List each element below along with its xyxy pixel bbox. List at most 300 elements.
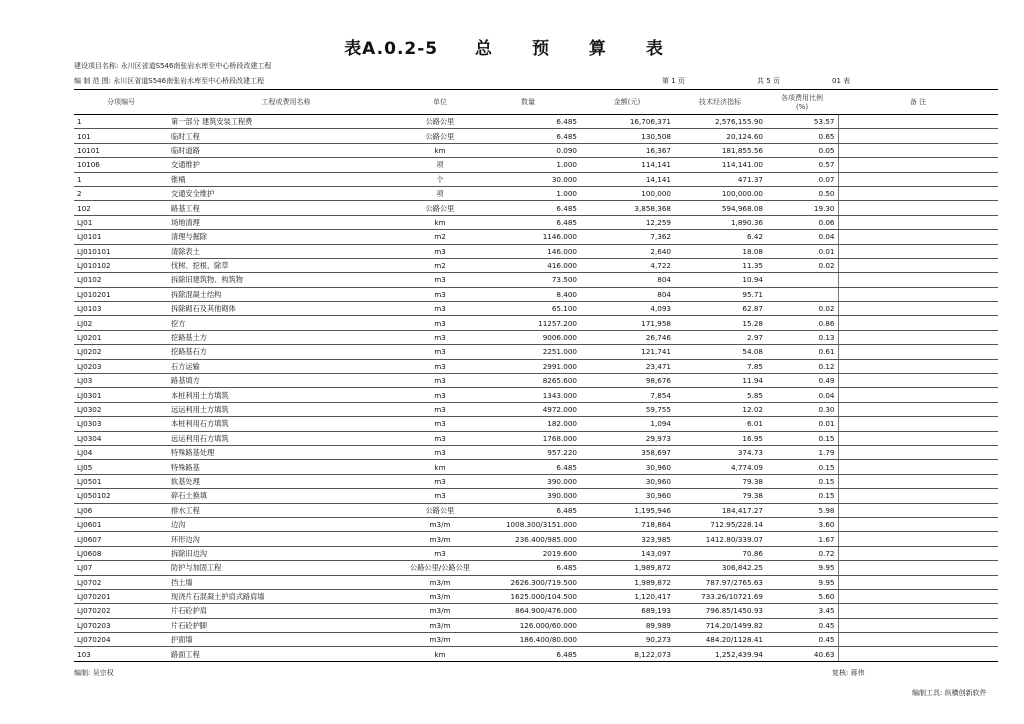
cell-amount: 26,746 — [580, 330, 674, 344]
table-row — [74, 244, 998, 258]
cell-index: 184,417.27 — [674, 503, 766, 517]
cell-unit: 项 — [404, 158, 476, 172]
table-row — [74, 604, 998, 618]
cell-unit: km — [404, 215, 476, 229]
cell-amount: 30,960 — [580, 460, 674, 474]
table-row — [74, 618, 998, 632]
cell-name: 特殊路基 — [168, 460, 404, 474]
cell-index: 10.94 — [674, 273, 766, 287]
table-row — [74, 517, 998, 531]
cell-amount: 1,989,872 — [580, 575, 674, 589]
col-header-remark: 备 注 — [838, 90, 998, 115]
cell-remark — [838, 417, 998, 431]
cell-name: 拆除旧建筑物、构筑物 — [168, 273, 404, 287]
cell-unit: m3/m — [404, 618, 476, 632]
scope-label: 编 制 范 围: — [74, 77, 112, 85]
cell-index: 787.97/2765.63 — [674, 575, 766, 589]
cell-amount: 14,141 — [580, 172, 674, 186]
cell-unit: m3 — [404, 417, 476, 431]
cell-code: LJ0608 — [74, 546, 168, 560]
cell-unit: m3 — [404, 445, 476, 459]
table-row — [74, 158, 998, 172]
cell-name: 伐树、挖根、除草 — [168, 258, 404, 272]
cell-code: LJ0301 — [74, 388, 168, 402]
cell-unit: m3 — [404, 302, 476, 316]
table-row — [74, 287, 998, 301]
page-number: 第 1 页 — [662, 77, 685, 85]
cell-code: LJ070202 — [74, 604, 168, 618]
cell-unit: m3 — [404, 273, 476, 287]
ratio-header-unit: (%) — [795, 103, 809, 111]
cell-qty: 957.220 — [476, 445, 580, 459]
cell-name: 交通安全维护 — [168, 186, 404, 200]
cell-remark — [838, 546, 998, 560]
cell-code: LJ0601 — [74, 517, 168, 531]
cell-ratio: 9.95 — [766, 575, 838, 589]
cell-unit: m3 — [404, 431, 476, 445]
cell-amount: 4,093 — [580, 302, 674, 316]
cell-qty: 0.090 — [476, 143, 580, 157]
cell-unit: m3/m — [404, 532, 476, 546]
cell-code: LJ04 — [74, 445, 168, 459]
cell-index: 20,124.60 — [674, 129, 766, 143]
cell-ratio: 0.01 — [766, 417, 838, 431]
cell-ratio: 1.79 — [766, 445, 838, 459]
cell-ratio: 0.61 — [766, 345, 838, 359]
cell-remark — [838, 374, 998, 388]
cell-name: 环形边沟 — [168, 532, 404, 546]
cell-remark — [838, 575, 998, 589]
cell-index: 796.85/1450.93 — [674, 604, 766, 618]
cell-qty: 2251.000 — [476, 345, 580, 359]
cell-index: 374.73 — [674, 445, 766, 459]
cell-unit: m3/m — [404, 604, 476, 618]
cell-amount: 23,471 — [580, 359, 674, 373]
cell-name: 碎石土换填 — [168, 489, 404, 503]
header-row — [74, 90, 998, 115]
cell-name: 交通维护 — [168, 158, 404, 172]
cell-qty: 6.485 — [476, 647, 580, 661]
table-row — [74, 647, 998, 661]
cell-index: 114,141.00 — [674, 158, 766, 172]
cell-unit: m3 — [404, 330, 476, 344]
cell-remark — [838, 258, 998, 272]
cell-amount: 2,640 — [580, 244, 674, 258]
cell-unit: m3 — [404, 489, 476, 503]
title-char: 表 — [645, 39, 664, 59]
cell-code: LJ0201 — [74, 330, 168, 344]
cell-qty: 1.000 — [476, 158, 580, 172]
cell-amount: 12,259 — [580, 215, 674, 229]
cell-qty: 186.400/80.000 — [476, 633, 580, 647]
cell-qty: 11257.200 — [476, 316, 580, 330]
cell-amount: 143,097 — [580, 546, 674, 560]
cell-code: 1 — [74, 172, 168, 186]
cell-remark — [838, 359, 998, 373]
cell-remark — [838, 618, 998, 632]
title-char: 预 — [531, 39, 550, 59]
cell-ratio: 0.15 — [766, 460, 838, 474]
cell-remark — [838, 244, 998, 258]
cell-unit: 公路公里 — [404, 115, 476, 129]
scope-line — [74, 76, 264, 86]
table-row — [74, 201, 998, 215]
cell-unit: m3 — [404, 359, 476, 373]
table-row — [74, 330, 998, 344]
cell-qty: 1625.000/104.500 — [476, 589, 580, 603]
cell-amount: 8,122,073 — [580, 647, 674, 661]
cell-qty: 390.000 — [476, 474, 580, 488]
cell-code: LJ0501 — [74, 474, 168, 488]
cell-amount: 804 — [580, 287, 674, 301]
cell-name: 石方运输 — [168, 359, 404, 373]
cell-code: LJ070204 — [74, 633, 168, 647]
cell-remark — [838, 172, 998, 186]
cell-name: 挖路基石方 — [168, 345, 404, 359]
cell-code: LJ03 — [74, 374, 168, 388]
cell-index: 1412.80/339.07 — [674, 532, 766, 546]
cell-remark — [838, 604, 998, 618]
cell-index: 6.01 — [674, 417, 766, 431]
cell-remark — [838, 561, 998, 575]
cell-index: 79.38 — [674, 474, 766, 488]
cell-name: 路基工程 — [168, 201, 404, 215]
cell-qty: 73.500 — [476, 273, 580, 287]
table-row — [74, 316, 998, 330]
cell-unit: m3 — [404, 402, 476, 416]
table-row — [74, 474, 998, 488]
cell-qty: 390.000 — [476, 489, 580, 503]
cell-qty: 1343.000 — [476, 388, 580, 402]
cell-amount: 4,722 — [580, 258, 674, 272]
cell-remark — [838, 215, 998, 229]
cell-amount: 98,676 — [580, 374, 674, 388]
cell-index: 16.95 — [674, 431, 766, 445]
table-row — [74, 445, 998, 459]
cell-code: LJ010102 — [74, 258, 168, 272]
cell-remark — [838, 460, 998, 474]
cell-code: 101 — [74, 129, 168, 143]
cell-name: 软基处理 — [168, 474, 404, 488]
cell-unit: 公路公里/公路公里 — [404, 561, 476, 575]
cell-remark — [838, 402, 998, 416]
cell-unit: km — [404, 143, 476, 157]
cell-code: 1 — [74, 115, 168, 129]
cell-index: 306,842.25 — [674, 561, 766, 575]
cell-code: LJ0203 — [74, 359, 168, 373]
table-row — [74, 143, 998, 157]
page-total: 共 5 页 — [757, 77, 780, 85]
col-header-index: 技术经济指标 — [674, 90, 766, 115]
cell-index: 6.42 — [674, 230, 766, 244]
cell-code: LJ07 — [74, 561, 168, 575]
cell-qty: 6.485 — [476, 460, 580, 474]
cell-amount: 89,989 — [580, 618, 674, 632]
cell-ratio: 3.45 — [766, 604, 838, 618]
cell-name: 边沟 — [168, 517, 404, 531]
cell-qty: 182.000 — [476, 417, 580, 431]
table-row — [74, 115, 998, 129]
cell-code: LJ0607 — [74, 532, 168, 546]
cell-code: LJ06 — [74, 503, 168, 517]
cell-remark — [838, 517, 998, 531]
cell-qty: 4972.000 — [476, 402, 580, 416]
cell-ratio: 53.57 — [766, 115, 838, 129]
cell-amount: 30,960 — [580, 489, 674, 503]
table-row — [74, 374, 998, 388]
cell-remark — [838, 201, 998, 215]
cell-remark — [838, 532, 998, 546]
cell-qty: 126.000/60.000 — [476, 618, 580, 632]
cell-index: 15.28 — [674, 316, 766, 330]
cell-name: 片石砼护脚 — [168, 618, 404, 632]
cell-unit: m3/m — [404, 633, 476, 647]
table-row — [74, 258, 998, 272]
cell-remark — [838, 503, 998, 517]
cell-remark — [838, 143, 998, 157]
table-row — [74, 489, 998, 503]
cell-code: 102 — [74, 201, 168, 215]
cell-index: 1,252,439.94 — [674, 647, 766, 661]
cell-qty: 1008.300/3151.000 — [476, 517, 580, 531]
cell-name: 防护与加固工程 — [168, 561, 404, 575]
cell-ratio — [766, 273, 838, 287]
cell-qty: 6.485 — [476, 201, 580, 215]
cell-index: 62.87 — [674, 302, 766, 316]
cell-unit: 项 — [404, 186, 476, 200]
cell-code: 10101 — [74, 143, 168, 157]
table-row — [74, 546, 998, 560]
col-header-name: 工程或费用名称 — [168, 90, 404, 115]
cell-index: 714.20/1499.82 — [674, 618, 766, 632]
cell-amount: 718,864 — [580, 517, 674, 531]
table-row — [74, 172, 998, 186]
cell-name: 锥桶 — [168, 172, 404, 186]
cell-amount: 59,755 — [580, 402, 674, 416]
cell-amount: 1,989,872 — [580, 561, 674, 575]
table-row — [74, 186, 998, 200]
cell-index: 4,774.09 — [674, 460, 766, 474]
cell-unit: m3 — [404, 287, 476, 301]
col-header-qty: 数量 — [476, 90, 580, 115]
cell-qty: 2991.000 — [476, 359, 580, 373]
cell-ratio: 0.65 — [766, 129, 838, 143]
cell-remark — [838, 489, 998, 503]
cell-name: 挡土墙 — [168, 575, 404, 589]
table-row — [74, 129, 998, 143]
cell-remark — [838, 158, 998, 172]
cell-amount: 121,741 — [580, 345, 674, 359]
cell-remark — [838, 431, 998, 445]
cell-index: 95.71 — [674, 287, 766, 301]
cell-name: 临时道路 — [168, 143, 404, 157]
cell-amount: 114,141 — [580, 158, 674, 172]
cell-code: LJ010101 — [74, 244, 168, 258]
table-row — [74, 273, 998, 287]
cell-name: 临时工程 — [168, 129, 404, 143]
cell-code: LJ0102 — [74, 273, 168, 287]
tool-credit: 编制工具: 纵横创新软件 — [912, 689, 987, 697]
cell-name: 路基填方 — [168, 374, 404, 388]
cell-qty: 1146.000 — [476, 230, 580, 244]
cell-index: 70.86 — [674, 546, 766, 560]
cell-name: 特殊路基处理 — [168, 445, 404, 459]
cell-code: LJ010201 — [74, 287, 168, 301]
ratio-header-label: 各项费用比例 — [781, 94, 823, 102]
cell-code: LJ0702 — [74, 575, 168, 589]
table-row — [74, 431, 998, 445]
table-row — [74, 503, 998, 517]
cell-remark — [838, 345, 998, 359]
cell-amount: 3,858,368 — [580, 201, 674, 215]
table-row — [74, 215, 998, 229]
cell-amount: 171,958 — [580, 316, 674, 330]
cell-name: 拆除旧边沟 — [168, 546, 404, 560]
cell-ratio: 5.98 — [766, 503, 838, 517]
cell-qty: 6.485 — [476, 215, 580, 229]
cell-unit: m3 — [404, 345, 476, 359]
cell-unit: m3 — [404, 474, 476, 488]
cell-unit: 公路公里 — [404, 201, 476, 215]
cell-qty: 9006.000 — [476, 330, 580, 344]
cell-qty: 864.900/476.000 — [476, 604, 580, 618]
cell-remark — [838, 287, 998, 301]
cell-qty: 6.485 — [476, 503, 580, 517]
cell-name: 护面墙 — [168, 633, 404, 647]
cell-unit: m3/m — [404, 517, 476, 531]
cell-qty: 65.100 — [476, 302, 580, 316]
cell-qty: 2626.300/719.500 — [476, 575, 580, 589]
cell-ratio: 0.45 — [766, 618, 838, 632]
cell-code: LJ0103 — [74, 302, 168, 316]
table-number: 01 表 — [832, 77, 851, 85]
cell-code: LJ0202 — [74, 345, 168, 359]
table-row — [74, 388, 998, 402]
cell-amount: 1,120,417 — [580, 589, 674, 603]
cell-qty: 416.000 — [476, 258, 580, 272]
cell-amount: 689,193 — [580, 604, 674, 618]
cell-name: 第一部分 建筑安装工程费 — [168, 115, 404, 129]
cell-remark — [838, 230, 998, 244]
project-label: 建设项目名称: — [74, 62, 119, 70]
cell-index: 7.85 — [674, 359, 766, 373]
cell-qty: 146.000 — [476, 244, 580, 258]
cell-qty: 6.485 — [476, 115, 580, 129]
cell-unit: m3 — [404, 244, 476, 258]
cell-name: 现浇片石混凝土护肩式路肩墙 — [168, 589, 404, 603]
cell-unit: m2 — [404, 230, 476, 244]
cell-index: 2.97 — [674, 330, 766, 344]
cell-ratio: 0.02 — [766, 258, 838, 272]
cell-code: LJ070201 — [74, 589, 168, 603]
cell-index: 484.20/1128.41 — [674, 633, 766, 647]
cell-remark — [838, 302, 998, 316]
preparer: 编制: 吴宗权 — [74, 669, 114, 677]
cell-index: 5.85 — [674, 388, 766, 402]
title-char: 算 — [588, 39, 607, 59]
table-row — [74, 230, 998, 244]
cell-unit: 公路公里 — [404, 503, 476, 517]
cell-name: 清除表土 — [168, 244, 404, 258]
cell-unit: m3 — [404, 316, 476, 330]
table-row — [74, 561, 998, 575]
cell-qty: 6.485 — [476, 129, 580, 143]
cell-index: 1,890.36 — [674, 215, 766, 229]
table-row — [74, 460, 998, 474]
cell-name: 本桩利用石方填筑 — [168, 417, 404, 431]
cell-ratio — [766, 287, 838, 301]
cell-code: LJ050102 — [74, 489, 168, 503]
cell-qty: 236.400/985.000 — [476, 532, 580, 546]
project-line — [74, 61, 271, 71]
table-row — [74, 345, 998, 359]
cell-unit: m3 — [404, 374, 476, 388]
cell-ratio: 0.86 — [766, 316, 838, 330]
cell-amount: 1,094 — [580, 417, 674, 431]
cell-qty: 8.400 — [476, 287, 580, 301]
table-title — [0, 34, 1024, 59]
cell-code: LJ0302 — [74, 402, 168, 416]
cell-index: 712.95/228.14 — [674, 517, 766, 531]
cell-name: 挖方 — [168, 316, 404, 330]
cell-qty: 2019.600 — [476, 546, 580, 560]
cell-index: 54.08 — [674, 345, 766, 359]
cell-unit: m3/m — [404, 575, 476, 589]
scope-value: 永川区省道S546南张岩水库至中心桥段改建工程 — [113, 77, 265, 85]
cell-ratio: 0.15 — [766, 431, 838, 445]
cell-ratio: 0.50 — [766, 186, 838, 200]
cell-code: LJ070203 — [74, 618, 168, 632]
cell-amount: 323,985 — [580, 532, 674, 546]
cell-name: 清理与掘除 — [168, 230, 404, 244]
cell-name: 拆除混凝土结构 — [168, 287, 404, 301]
cell-remark — [838, 474, 998, 488]
table-row — [74, 302, 998, 316]
cell-remark — [838, 388, 998, 402]
cell-amount: 29,973 — [580, 431, 674, 445]
cell-index: 471.37 — [674, 172, 766, 186]
cell-code: LJ02 — [74, 316, 168, 330]
cell-ratio: 5.60 — [766, 589, 838, 603]
project-name: 永川区省道S546南张岩水库至中心桥段改建工程 — [120, 62, 272, 70]
cell-ratio: 0.15 — [766, 474, 838, 488]
cell-index: 594,968.08 — [674, 201, 766, 215]
cell-remark — [838, 445, 998, 459]
cell-code: LJ0304 — [74, 431, 168, 445]
cell-code: LJ01 — [74, 215, 168, 229]
cell-qty: 1768.000 — [476, 431, 580, 445]
cell-ratio: 40.63 — [766, 647, 838, 661]
cell-ratio: 0.04 — [766, 388, 838, 402]
cell-amount: 90,273 — [580, 633, 674, 647]
cell-name: 片石砼护肩 — [168, 604, 404, 618]
cell-index: 11.94 — [674, 374, 766, 388]
cell-ratio: 0.06 — [766, 215, 838, 229]
cell-remark — [838, 316, 998, 330]
cell-unit: m3 — [404, 388, 476, 402]
cell-unit: km — [404, 647, 476, 661]
cell-ratio: 0.01 — [766, 244, 838, 258]
cell-amount: 358,697 — [580, 445, 674, 459]
cell-index: 733.26/10721.69 — [674, 589, 766, 603]
cell-index: 12.02 — [674, 402, 766, 416]
cell-unit: m2 — [404, 258, 476, 272]
cell-ratio: 0.15 — [766, 489, 838, 503]
cell-remark — [838, 330, 998, 344]
cell-remark — [838, 129, 998, 143]
cell-amount: 130,508 — [580, 129, 674, 143]
cell-name: 挖路基土方 — [168, 330, 404, 344]
